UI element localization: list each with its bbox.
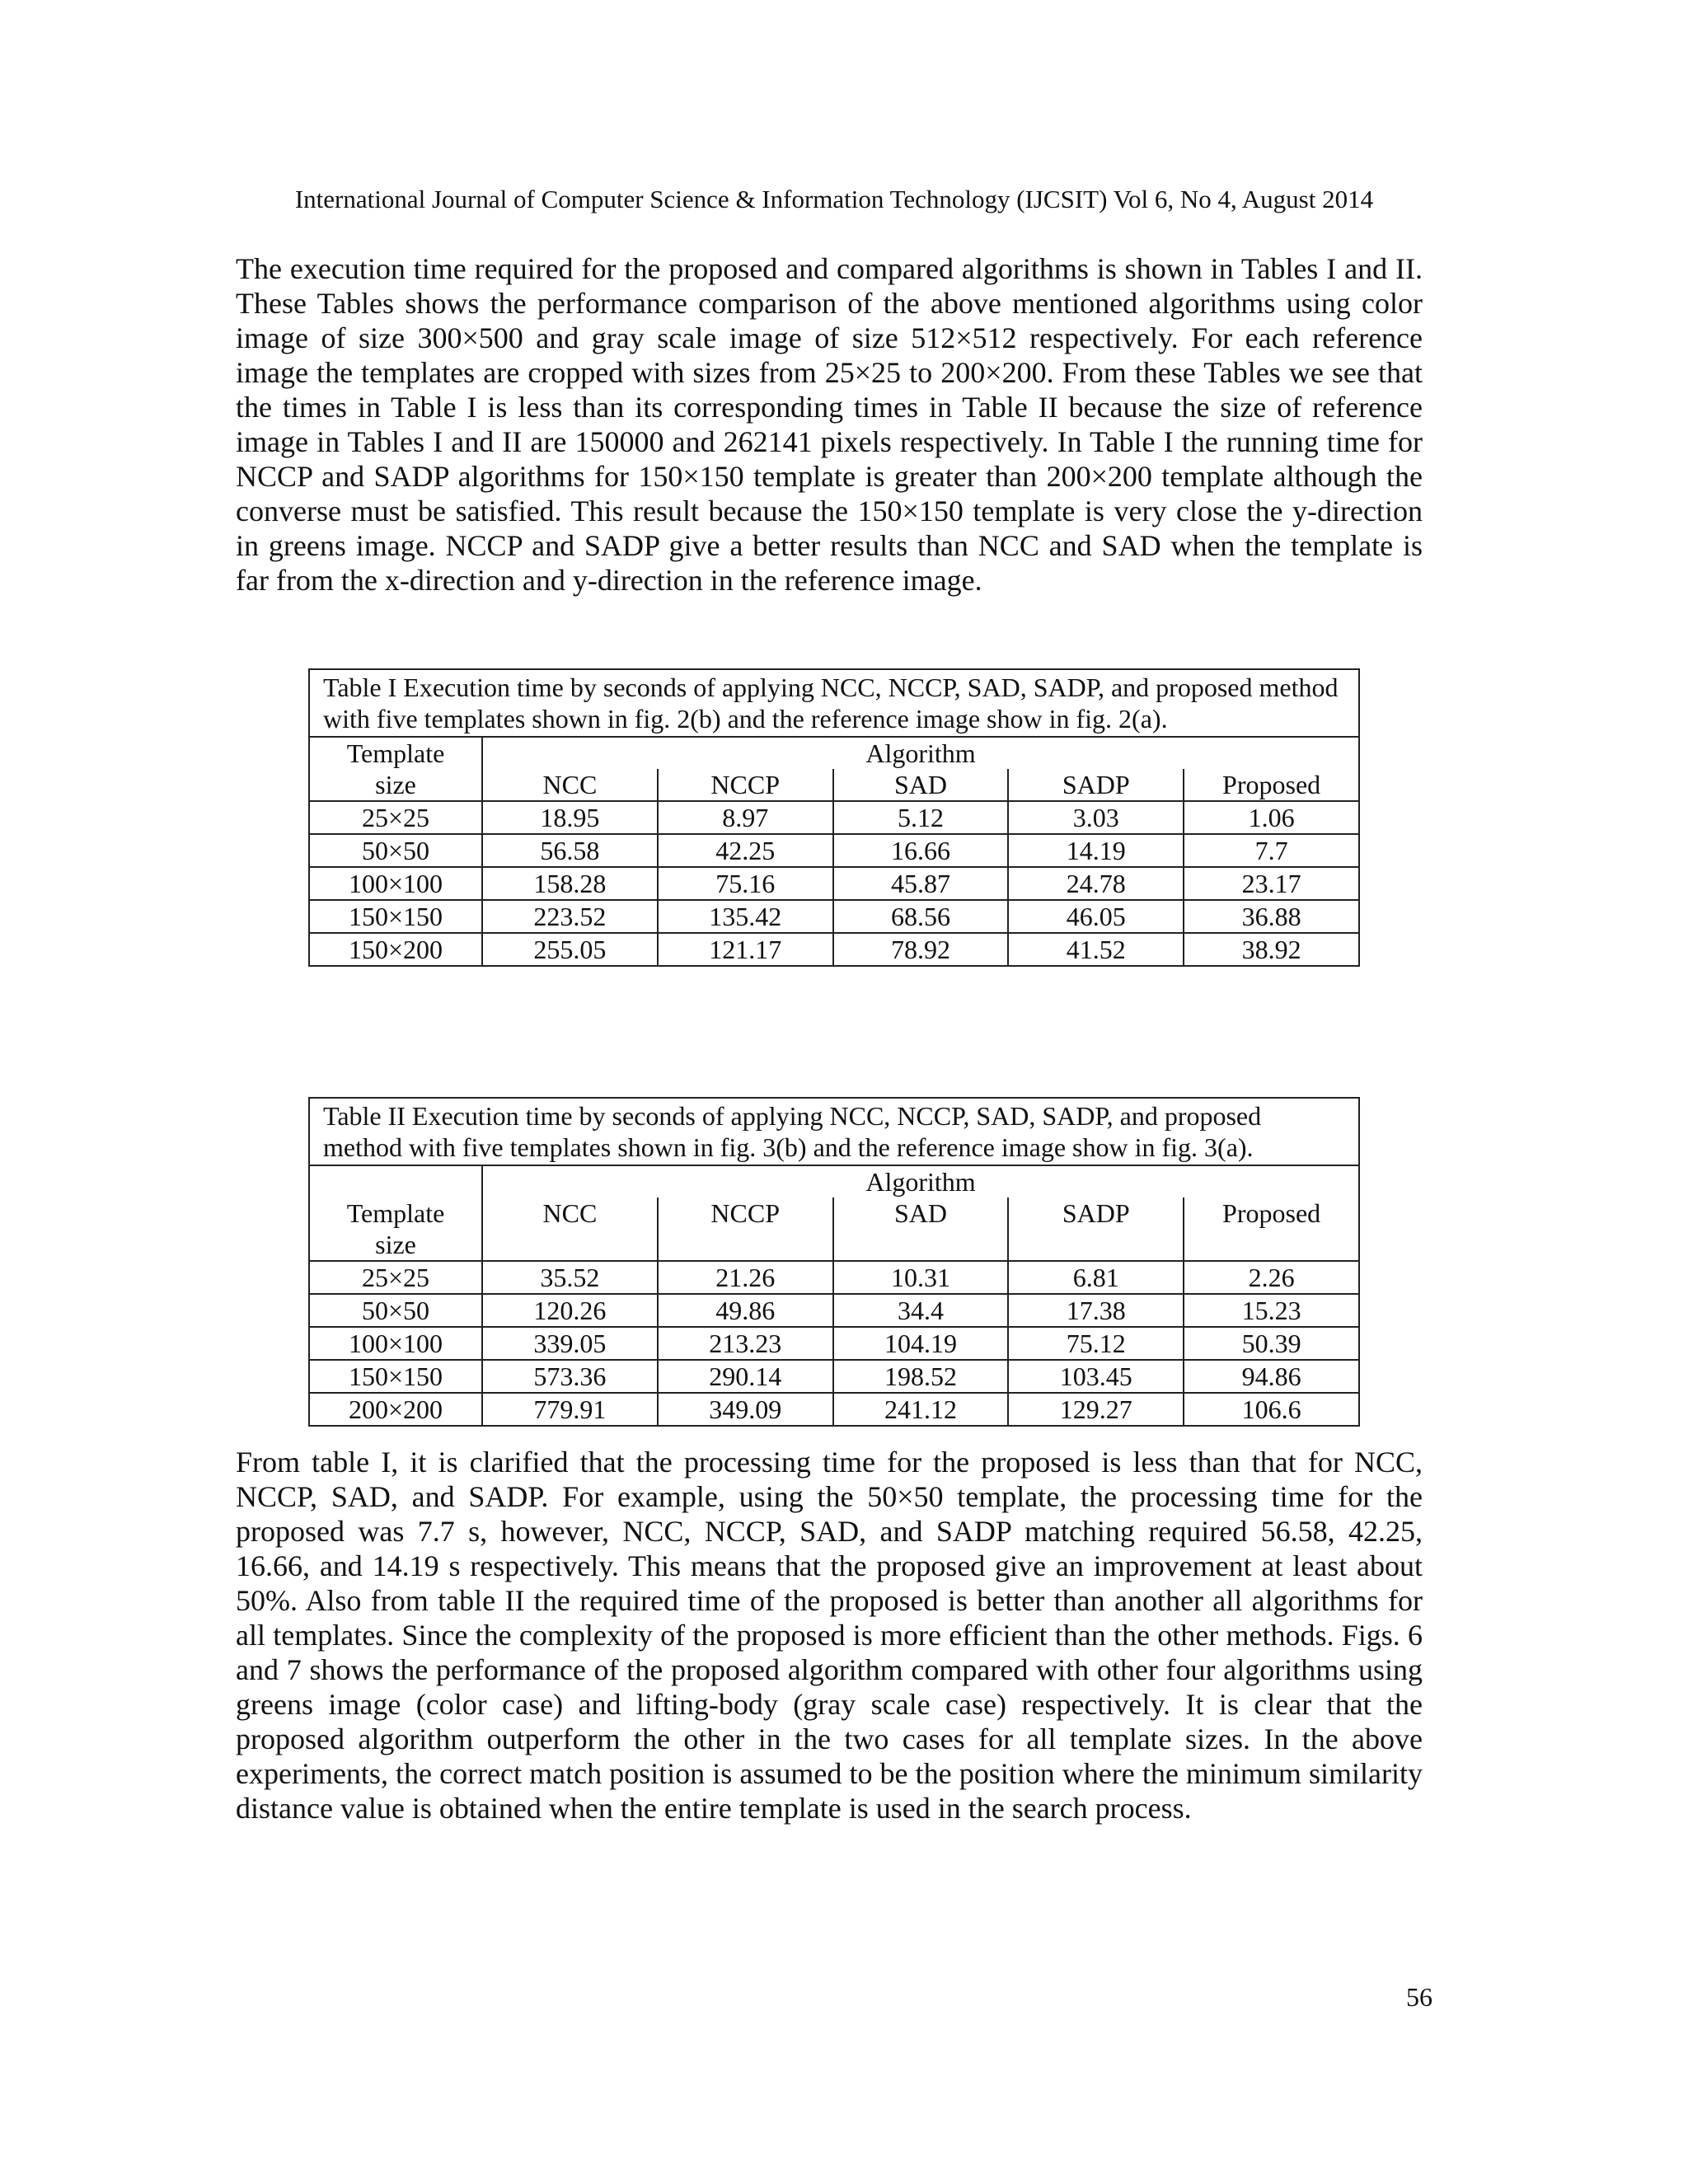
table-1-template-size-header [309, 737, 482, 801]
table-row [309, 900, 1359, 933]
table-cell: 573.36 [482, 1360, 658, 1393]
table-cell: 135.42 [658, 900, 833, 933]
table-cell: 50.39 [1184, 1327, 1359, 1360]
table-cell: 56.58 [482, 834, 658, 867]
table-1-col-proposed: Proposed [1184, 769, 1359, 801]
table-row [309, 1261, 1359, 1294]
table-cell: 150×150 [309, 1360, 482, 1393]
table-cell: 241.12 [833, 1393, 1009, 1426]
running-header: International Journal of Computer Science & Information Technology (IJCSIT) Vol 6, No 4, August 2014 [294, 185, 1374, 213]
table-cell: 75.16 [658, 867, 833, 900]
table-cell: 8.97 [658, 801, 833, 834]
table-cell: 158.28 [482, 867, 658, 900]
table-cell: 42.25 [658, 834, 833, 867]
table-cell: 68.56 [833, 900, 1009, 933]
table-2-col-ncc: NCC [482, 1197, 658, 1261]
table-cell: 150×200 [309, 933, 482, 966]
table-2-col-proposed: Proposed [1184, 1197, 1359, 1261]
table-cell: 94.86 [1184, 1360, 1359, 1393]
table-cell: 100×100 [309, 1327, 482, 1360]
table-cell: 100×100 [309, 867, 482, 900]
table-cell: 45.87 [833, 867, 1009, 900]
table-cell: 1.06 [1184, 801, 1359, 834]
table-cell: 46.05 [1008, 900, 1184, 933]
table-2 [308, 1097, 1360, 1427]
table-cell: 6.81 [1008, 1261, 1184, 1294]
table-cell: 120.26 [482, 1294, 658, 1327]
table-cell: 339.05 [482, 1327, 658, 1360]
table-cell: 349.09 [658, 1393, 833, 1426]
table-1-template-label: Template [346, 738, 445, 768]
table-cell: 23.17 [1184, 867, 1359, 900]
table-cell: 129.27 [1008, 1393, 1184, 1426]
page-number: 56 [1406, 1982, 1432, 2012]
table-cell: 223.52 [482, 900, 658, 933]
table-cell: 290.14 [658, 1360, 833, 1393]
table-cell: 106.6 [1184, 1393, 1359, 1426]
table-cell: 18.95 [482, 801, 658, 834]
table-cell: 779.91 [482, 1393, 658, 1426]
table-2-caption: Table II Execution time by seconds of applying NCC, NCCP, SAD, SADP, and proposed method with five templates shown in fig. 3(b) and the reference image show in fig. 3(a). [309, 1098, 1359, 1165]
table-1-col-nccp: NCCP [658, 769, 833, 801]
table-row [309, 933, 1359, 966]
table-2-col-sadp: SADP [1008, 1197, 1184, 1261]
table-cell: 25×25 [309, 1261, 482, 1294]
body-paragraph-1: The execution time required for the proposed and compared algorithms is shown in Tables I and II. These Tables shows the performance comparison of the above mentioned algorithms using color image of size 300×500 and gray scale image of size 512×512 respectively. For each reference image the templates are cropped with sizes from 25×25 to 200×200. From these Tables we see that the times in Table I is less than its corresponding times in Table II because the size of reference image in Tables I and II are 150000 and 262141 pixels respectively. In Table I the running time for NCCP and SADP algorithms for 150×150 template is greater than 200×200 template although the converse must be satisfied. This result because the 150×150 template is very close the y-direction in greens image. NCCP and SADP give a better results than NCC and SAD when the template is far from the x-direction and y-direction in the reference image. [236, 252, 1423, 597]
table-2-col-sad: SAD [833, 1197, 1009, 1261]
table-1-col-sad: SAD [833, 769, 1009, 801]
table-1-col-ncc: NCC [482, 769, 658, 801]
table-cell: 21.26 [658, 1261, 833, 1294]
table-1-col-sadp: SADP [1008, 769, 1184, 801]
table-cell: 3.03 [1008, 801, 1184, 834]
table-row [309, 867, 1359, 900]
table-cell: 198.52 [833, 1360, 1009, 1393]
table-cell: 200×200 [309, 1393, 482, 1426]
table-cell: 150×150 [309, 900, 482, 933]
table-2-algorithm-header: Algorithm [482, 1165, 1359, 1197]
table-cell: 2.26 [1184, 1261, 1359, 1294]
table-cell: 36.88 [1184, 900, 1359, 933]
table-cell: 5.12 [833, 801, 1009, 834]
table-cell: 255.05 [482, 933, 658, 966]
table-cell: 25×25 [309, 801, 482, 834]
table-2-template-label: Template [346, 1198, 445, 1228]
table-cell: 213.23 [658, 1327, 833, 1360]
table-1-caption: Table I Execution time by seconds of applying NCC, NCCP, SAD, SADP, and proposed method with five templates shown in fig. 2(b) and the reference image show in fig. 2(a). [309, 669, 1359, 737]
table-row [309, 1327, 1359, 1360]
table-1-size-label: size [375, 770, 416, 799]
table-2-col-nccp: NCCP [658, 1197, 833, 1261]
table-row [309, 1294, 1359, 1327]
table-1 [308, 668, 1360, 967]
body-paragraph-2: From table I, it is clarified that the processing time for the proposed is less than that for NCC, NCCP, SAD, and SADP. For example, using the 50×50 template, the processing time for the proposed was 7.7 s, however, NCC, NCCP, SAD, and SADP matching required 56.58, 42.25, 16.66, and 14.19 s respectively. This means that the proposed give an improvement at least about 50%. Also from table II the required time of the proposed is better than another all algorithms for all templates. Since the complexity of the proposed is more efficient than the other methods. Figs. 6 and 7 shows the performance of the proposed algorithm compared with other four algorithms using greens image (color case) and lifting-body (gray scale case) respectively. It is clear that the proposed algorithm outperform the other in the two cases for all template sizes. In the above experiments, the correct match position is assumed to be the position where the minimum similarity distance value is obtained when the entire template is used in the search process. [236, 1446, 1423, 1825]
table-cell: 35.52 [482, 1261, 658, 1294]
table-row [309, 1393, 1359, 1426]
table-row [309, 1360, 1359, 1393]
table-cell: 50×50 [309, 834, 482, 867]
table-cell: 50×50 [309, 1294, 482, 1327]
table-cell: 103.45 [1008, 1360, 1184, 1393]
table-row [309, 801, 1359, 834]
table-cell: 78.92 [833, 933, 1009, 966]
table-cell: 17.38 [1008, 1294, 1184, 1327]
table-cell: 14.19 [1008, 834, 1184, 867]
table-cell: 10.31 [833, 1261, 1009, 1294]
table-cell: 38.92 [1184, 933, 1359, 966]
table-1-algorithm-header: Algorithm [482, 737, 1359, 769]
table-2-size-label: size [375, 1230, 416, 1259]
table-2-template-size-header [309, 1165, 482, 1261]
table-cell: 104.19 [833, 1327, 1009, 1360]
table-cell: 7.7 [1184, 834, 1359, 867]
table-cell: 49.86 [658, 1294, 833, 1327]
table-cell: 34.4 [833, 1294, 1009, 1327]
table-cell: 16.66 [833, 834, 1009, 867]
table-cell: 121.17 [658, 933, 833, 966]
table-cell: 75.12 [1008, 1327, 1184, 1360]
table-cell: 24.78 [1008, 867, 1184, 900]
table-cell: 15.23 [1184, 1294, 1359, 1327]
table-row [309, 834, 1359, 867]
table-cell: 41.52 [1008, 933, 1184, 966]
